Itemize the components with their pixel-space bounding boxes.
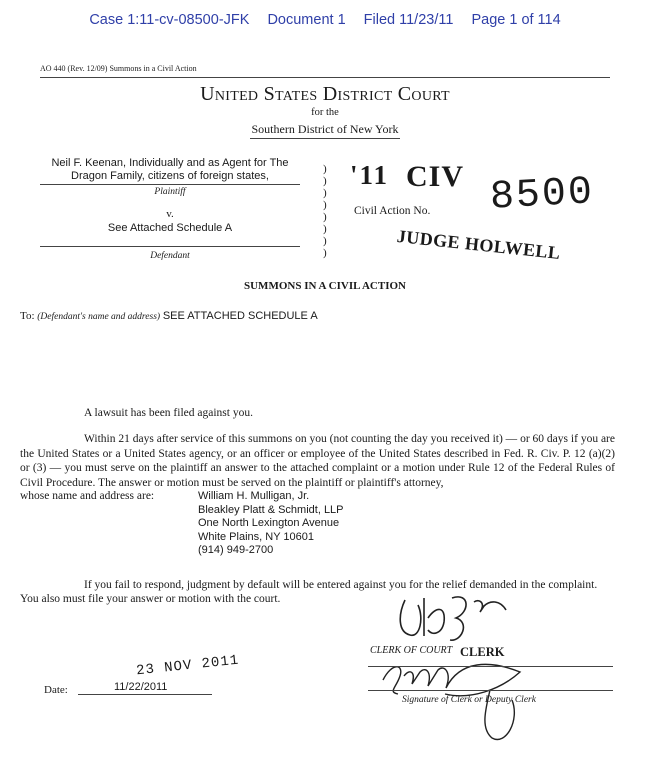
document-title: SUMMONS IN A CIVIL ACTION (244, 280, 406, 292)
filed-date: Filed 11/23/11 (363, 12, 454, 28)
case-number: Case 1:11-cv-08500-JFK (89, 12, 250, 28)
stamp-year: '11 (350, 160, 390, 190)
default-warning: If you fail to respond, judgment by default will be entered against you for the relief demanded in the complaint. (84, 579, 598, 591)
clerk-stamp: CLERK (460, 645, 505, 659)
defendant-label: Defendant (150, 251, 190, 261)
stamp-number: 8500 (488, 170, 596, 221)
stamp-civ: CIV (406, 160, 465, 193)
date-value: 11/22/2011 (114, 681, 168, 693)
file-instruction: You also must file your answer or motion with the court. (20, 593, 281, 605)
date-line (78, 694, 212, 695)
to-value: SEE ATTACHED SCHEDULE A (162, 310, 318, 322)
plaintiff-label: Plaintiff (154, 187, 186, 197)
date-label: Date: (44, 684, 68, 696)
court-name: United States District Court (200, 83, 450, 105)
document-number: Document 1 (267, 12, 346, 28)
to-hint: (Defendant's name and address) (37, 312, 161, 322)
page-count: Page 1 of 114 (471, 12, 561, 28)
attorney-line: Bleakley Platt & Schmidt, LLP (198, 503, 344, 516)
clerk-signature (400, 597, 506, 640)
date-stamp: 23 NOV 2011 (135, 652, 240, 680)
to-label: To: (20, 310, 35, 322)
bracket: ) ) ) ) ) ) ) ) (323, 163, 327, 259)
instructions-paragraph: Within 21 days after service of this summons on you (not counting the day you received it) — or 60 days if you are the United States or a United States agency, or an officer or employee of the United States described in Fed. R. Civ. P. 12 (a)(2) or (3) — you must serve on the plaintiff an answer to the attached complaint or a motion under Rule 12 of the Federal Rules of Civil Procedure. The answer or motion must be served on the plaintiff or plaintiff's attorney, (20, 433, 615, 489)
for-the: for the (311, 107, 339, 118)
attorney-line: (914) 949-2700 (198, 544, 274, 556)
clerk-line (368, 666, 613, 667)
signature-caption: Signature of Clerk or Deputy Clerk (402, 695, 536, 705)
plaintiff-name: Neil F. Keenan, Individually and as Agent for The Dragon Family, citizens of foreign states, (51, 157, 289, 182)
clerk-of-court: CLERK OF COURT (370, 645, 453, 656)
defendant-name: See Attached Schedule A (107, 222, 233, 234)
attorney-line: William H. Mulligan, Jr. (198, 490, 310, 502)
signature-line (368, 690, 613, 691)
attorney-line: One North Lexington Avenue (198, 517, 340, 529)
judge-stamp: JUDGE HOLWELL (395, 226, 562, 264)
attorney-line: White Plains, NY 10601 (198, 530, 314, 543)
lawsuit-notice: A lawsuit has been filed against you. (84, 407, 253, 419)
versus: v. (166, 208, 174, 220)
civil-action-label: Civil Action No. (354, 205, 431, 217)
whose-label: whose name and address are: (20, 490, 155, 502)
district-name: Southern District of New York (251, 122, 399, 136)
form-id: AO 440 (Rev. 12/09) Summons in a Civil Action (40, 64, 197, 73)
